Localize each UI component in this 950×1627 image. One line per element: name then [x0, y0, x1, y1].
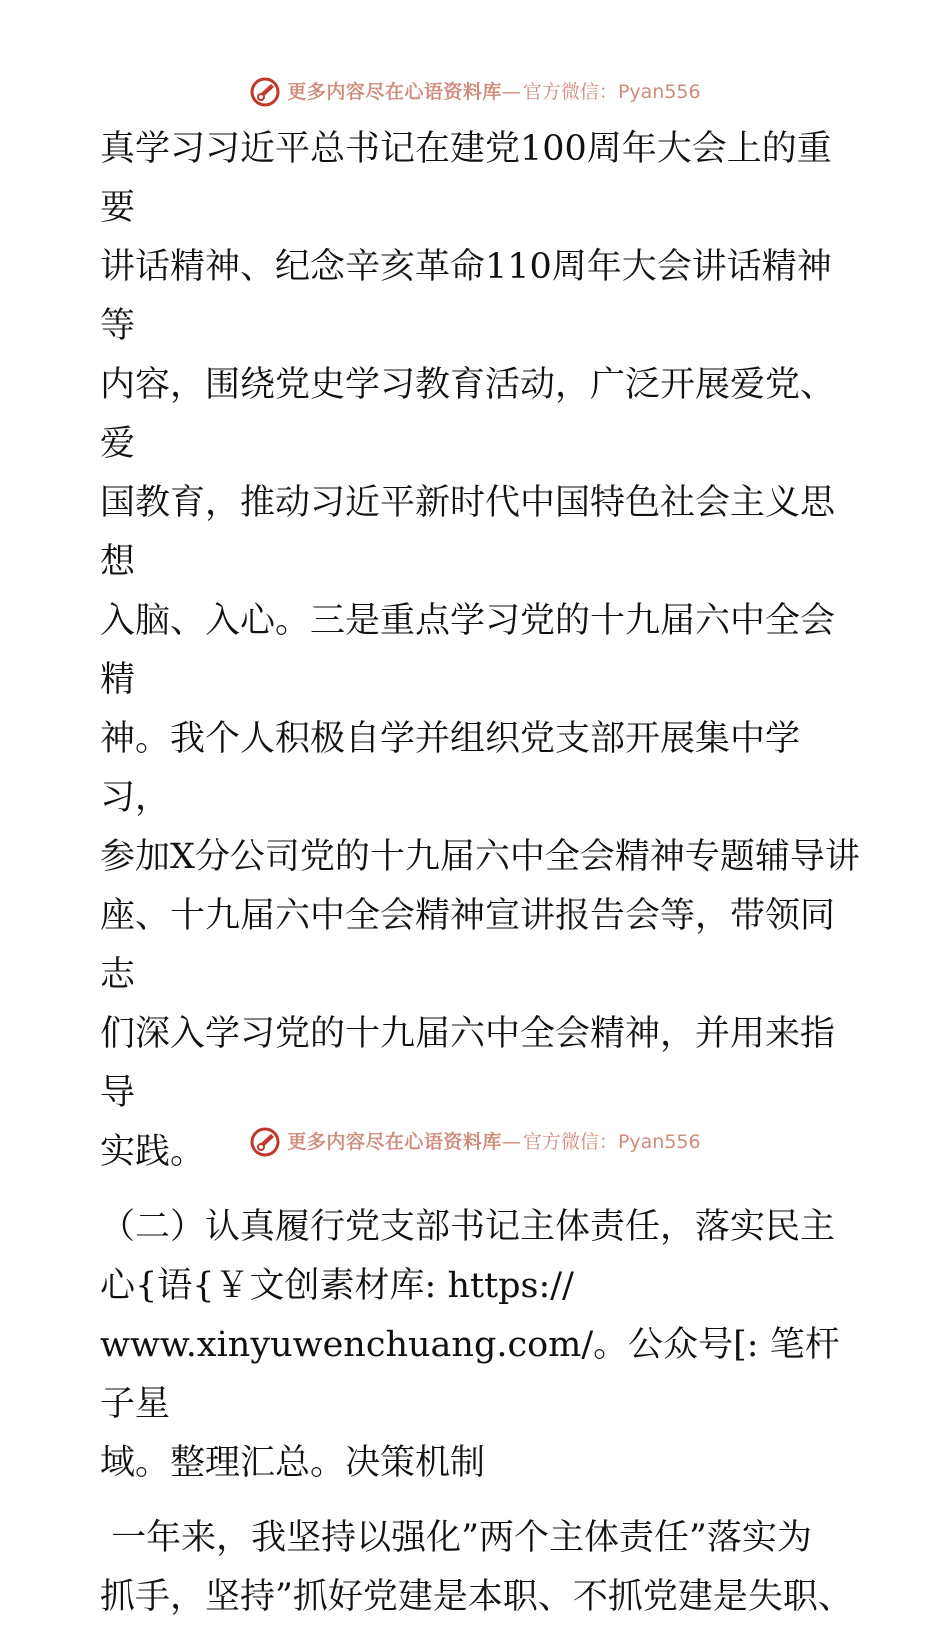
wechat-id: Pyan556: [617, 81, 701, 103]
section-heading-line: （二）认真履行党支部书记主体责任，落实民主: [100, 1207, 836, 1247]
document-body: [100, 120, 860, 1627]
brand-logo-icon: [249, 1126, 281, 1158]
footer-watermark: [0, 1126, 950, 1158]
wechat-label: 官方微信：: [522, 81, 618, 103]
body-line: 实践。: [100, 1132, 206, 1172]
body-line: 内容，围绕党史学习教育活动，广泛开展爱党、爱: [100, 365, 836, 464]
wechat-id: Pyan556: [617, 1131, 701, 1153]
body-line: 真学习习近平总书记在建党100周年大会上的重要: [100, 129, 832, 228]
body-line: 们深入学习党的十九届六中全会精神，并用来指导: [100, 1014, 836, 1113]
brand-logo-icon: [249, 76, 281, 108]
body-line: 入脑、入心。三是重点学习党的十九届六中全会精: [100, 601, 836, 700]
header-watermark: [0, 76, 950, 108]
brand-separator: —: [501, 81, 521, 103]
body-line: 讲话精神、纪念辛亥革命110周年大会讲话精神等: [100, 247, 832, 346]
brand-text: 更多内容尽在心语资料库: [287, 1131, 502, 1153]
body-line: 国教育，推动习近平新时代中国特色社会主义思想: [100, 483, 836, 582]
brand-separator: —: [501, 1131, 521, 1153]
body-line: 参加X分公司党的十九届六中全会精神专题辅导讲: [100, 837, 860, 877]
body-line: 一年来，我坚持以强化”两个主体责任”落实为: [100, 1518, 812, 1558]
section-heading-line: 域。整理汇总。决策机制: [100, 1443, 486, 1483]
body-line: 座、十九届六中全会精神宣讲报告会等，带领同志: [100, 896, 836, 995]
wechat-label: 官方微信：: [522, 1131, 618, 1153]
section-heading-line: 心{语{￥文创素材库: https://: [100, 1266, 574, 1306]
body-line: 神。我个人积极自学并组织党支部开展集中学习，: [100, 719, 801, 818]
brand-text: 更多内容尽在心语资料库: [287, 81, 502, 103]
body-line: 抓手，坚持”抓好党建是本职、不抓党建是失职、: [100, 1577, 853, 1617]
section-heading-line: www.xinyuwenchuang.com/。公众号[: 笔杆子星: [100, 1325, 840, 1424]
